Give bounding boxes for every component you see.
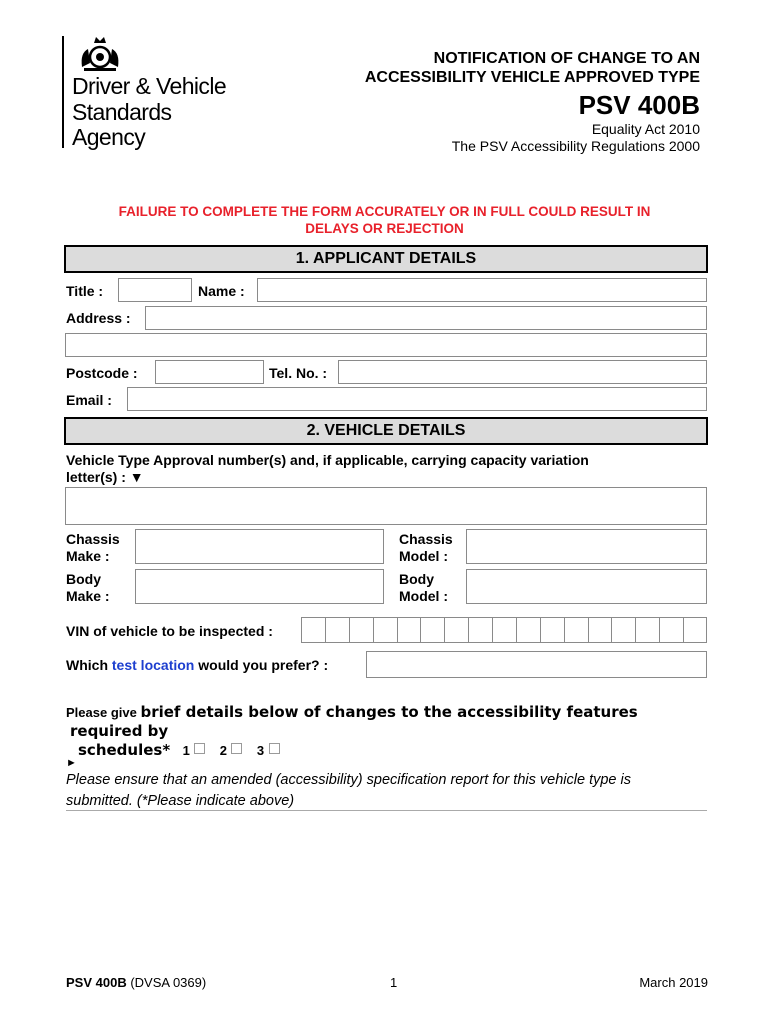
postcode-field[interactable] (155, 360, 264, 384)
vin-character-cell[interactable] (469, 618, 493, 642)
legislation (452, 121, 700, 155)
body-model-label-line: Body (399, 571, 434, 587)
schedule-3-label: 3 (256, 743, 265, 758)
vin-character-cell[interactable] (660, 618, 684, 642)
approval-number-label-line: letter(s) : ▼ (66, 469, 144, 485)
chassis-model-label-line: Model : (399, 548, 448, 564)
body-model-field[interactable] (466, 569, 707, 604)
tel-label: Tel. No. : (269, 365, 328, 381)
approval-number-label (66, 452, 706, 486)
address-label: Address : (66, 310, 131, 326)
email-field[interactable] (127, 387, 707, 411)
agency-name (72, 74, 226, 151)
vin-character-cell[interactable] (350, 618, 374, 642)
vin-character-cell[interactable] (421, 618, 445, 642)
vin-character-cell[interactable] (374, 618, 398, 642)
chassis-model-field[interactable] (466, 529, 707, 564)
email-label: Email : (66, 392, 112, 408)
vin-character-cell[interactable] (493, 618, 517, 642)
test-location-label (66, 657, 328, 674)
vin-character-cell[interactable] (326, 618, 350, 642)
chassis-model-label (399, 531, 453, 565)
footer-form-code: PSV 400B (66, 975, 127, 990)
chassis-make-label-line: Chassis (66, 531, 120, 547)
form-title (280, 49, 700, 87)
title-field[interactable] (118, 278, 192, 302)
name-label: Name : (198, 283, 245, 299)
specification-note-line: Please ensure that an amended (accessibility) specification report for this vehicle type is (66, 772, 631, 788)
schedule-2-checkbox[interactable] (231, 743, 242, 754)
body-make-label-line: Make : (66, 588, 110, 604)
specification-note-line: submitted. (*Please indicate above) (66, 793, 295, 809)
test-location-suffix: would you prefer? : (194, 657, 329, 673)
title-label: Title : (66, 283, 104, 299)
body-make-label (66, 571, 110, 605)
brief-details-text: brief details below of changes to the accessibility features (140, 703, 638, 721)
form-code: PSV 400B (578, 90, 700, 120)
please-give-text: Please give (66, 705, 141, 720)
specification-note (66, 770, 706, 812)
chassis-make-label (66, 531, 120, 565)
footer-date: March 2019 (639, 975, 708, 990)
footer-form-ref (66, 975, 206, 990)
schedule-3-checkbox[interactable] (269, 743, 280, 754)
vin-character-cell[interactable] (541, 618, 565, 642)
vin-character-cell[interactable] (398, 618, 422, 642)
agency-name-line: Standards (72, 98, 172, 125)
test-location-prefix: Which (66, 657, 112, 673)
warning-line: FAILURE TO COMPLETE THE FORM ACCURATELY OR IN FULL COULD RESULT IN (118, 204, 651, 219)
schedule-1-checkbox[interactable] (194, 743, 205, 754)
vin-character-cell[interactable] (589, 618, 613, 642)
form-title-line: ACCESSIBILITY VEHICLE APPROVED TYPE (364, 69, 700, 86)
test-location-link[interactable]: test location (111, 657, 195, 673)
address-field-line1[interactable] (145, 306, 707, 330)
schedule-1-label: 1 (182, 743, 190, 758)
changes-instruction (66, 703, 716, 760)
schedules-text: schedules* (78, 741, 171, 759)
vin-character-cell[interactable] (636, 618, 660, 642)
section-heading-vehicle: 2. VEHICLE DETAILS (64, 417, 708, 445)
chassis-make-field[interactable] (135, 529, 384, 564)
legislation-line: Equality Act 2010 (591, 121, 700, 137)
agency-name-line: Driver & Vehicle (72, 73, 227, 99)
chassis-make-label-line: Make : (66, 548, 110, 564)
warning-line: DELAYS OR REJECTION (305, 221, 464, 236)
address-field-line2[interactable] (65, 333, 707, 357)
approval-number-label-line: Vehicle Type Approval number(s) and, if applicable, carrying capacity variation (66, 452, 589, 468)
vin-field[interactable] (301, 617, 707, 643)
vin-character-cell[interactable] (612, 618, 636, 642)
chassis-model-label-line: Chassis (399, 531, 453, 547)
warning-notice (62, 203, 707, 237)
royal-crest-icon (78, 33, 122, 73)
vin-character-cell[interactable] (445, 618, 469, 642)
page-number: 1 (390, 975, 398, 990)
vin-character-cell[interactable] (565, 618, 589, 642)
logo-divider (62, 36, 64, 148)
divider (66, 810, 707, 811)
vin-label: VIN of vehicle to be inspected : (66, 623, 273, 639)
agency-name-line: Agency (72, 124, 146, 150)
vin-character-cell[interactable] (517, 618, 541, 642)
test-location-field[interactable] (366, 651, 707, 678)
form-title-line: NOTIFICATION OF CHANGE TO AN (433, 50, 700, 67)
vin-character-cell[interactable] (302, 618, 326, 642)
name-field[interactable] (257, 278, 707, 302)
body-model-label-line: Model : (399, 588, 448, 604)
postcode-label: Postcode : (66, 365, 138, 381)
required-by-text: required by (70, 722, 169, 740)
approval-number-field[interactable] (65, 487, 707, 525)
schedule-2-label: 2 (219, 743, 228, 758)
body-make-label-line: Body (66, 571, 101, 587)
arrow-icon: ► (66, 757, 77, 769)
tel-field[interactable] (338, 360, 707, 384)
footer-form-number: (DVSA 0369) (126, 975, 207, 990)
legislation-line: The PSV Accessibility Regulations 2000 (451, 138, 700, 154)
body-model-label (399, 571, 448, 605)
body-make-field[interactable] (135, 569, 384, 604)
section-heading-applicant: 1. APPLICANT DETAILS (64, 245, 708, 273)
